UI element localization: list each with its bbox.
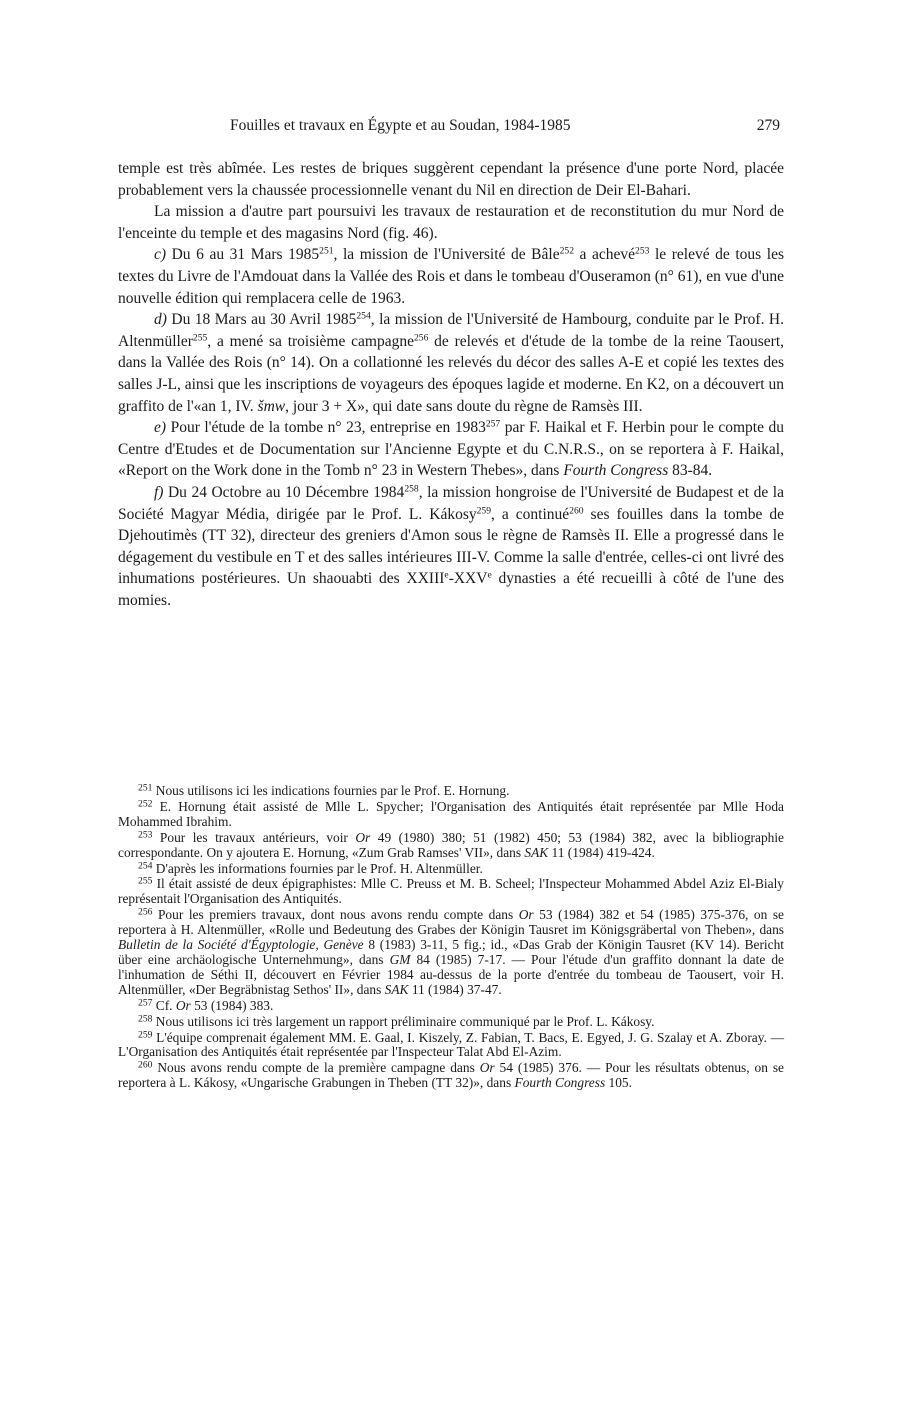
item-letter: e)	[154, 419, 167, 437]
page-number: 279	[756, 117, 780, 134]
item-letter: d)	[154, 311, 167, 329]
footnote-number: 254	[138, 860, 153, 872]
footnote-253: $^{253}$ Pour les travaux antérieurs, voir Or 49 (1980) 380; 51 (1982) 450; 53 (1984) 382, avec la bibliographie correspondante. On y ajoutera E. Hornung, «Zum Grab Ramses' VII», dans SAK 11 (1984) 419-424.	[118, 829, 785, 860]
running-title: Fouilles et travaux en Égypte et au Soudan, 1984-1985	[230, 117, 571, 134]
footnote-258: $^{258}$ Nous utilisons ici très largement un rapport préliminaire communiqué par le Prof. L. Kákosy.	[138, 1013, 655, 1029]
paragraph-2: La mission a d'autre part poursuivi les travaux de restauration et de reconstitution du mur Nord de l'enceinte du temple et des magasins Nord (fig. 46).	[118, 203, 784, 242]
footnote-ref[interactable]: 259	[476, 505, 492, 517]
paragraph-c: c) Du 6 au 31 Mars 1985$^{251}$, la mission de l'Université de Bâle$^{252}$ a achevé$^{253}$ le relevé de tous les textes du Livre de l'Amdouat dans la Vallée des Rois et dans le tombeau d'Ouseramon (n° 61), en vue d'une nouvelle édition qui remplacera celle de 1963.	[118, 246, 785, 307]
footnote-256: $^{256}$ Pour les premiers travaux, dont nous avons rendu compte dans Or 53 (1984) 382 et 54 (1985) 375-376, on se reportera à H. Altenmüller, «Rolle und Bedeutung des Grabes der Königin Tausret im Königsgräbertal von Theben», dans Bulletin de la Société d'Égyptologie, Genève 8 (1983) 3-11, 5 fig.; id., «Das Grab der Königin Tausret (KV 14). Bericht über eine archäologische Unternehmung», dans GM 84 (1985) 7-17. — Pour l'étude d'un graffito donnant la date de l'inhumation de Séthi II, découvert en Février 1984 au-dessus de la porte d'entrée du tombeau de Taousert, voir H. Altenmüller, «Der Begräbnistag Sethos' II», dans SAK 11 (1984) 37-47.	[118, 906, 784, 997]
paragraph-1: temple est très abîmée. Les restes de briques suggèrent cependant la présence d'une porte Nord, placée probablement vers la chaussée processionnelle venant du Nil en direction de Deir El-Bahari.	[118, 160, 784, 199]
footnote-ref[interactable]: 257	[485, 418, 501, 430]
footnote-ref[interactable]: 254	[356, 310, 371, 322]
footnote-255: $^{255}$ Il était assisté de deux épigraphistes: Mlle C. Preuss et M. B. Scheel; l'Inspecteur Mohammed Abdel Aziz El-Bialy représentait l'Organisation des Antiquités.	[118, 876, 784, 907]
footnote-number: 252	[138, 798, 153, 810]
footnote-ref[interactable]: 256	[414, 332, 429, 344]
footnote-ref[interactable]: 255	[192, 332, 208, 344]
footnote-number: 258	[138, 1013, 153, 1025]
footnote-ref[interactable]: 252	[559, 246, 574, 258]
paragraph-e: e) Pour l'étude de la tombe n° 23, entreprise en 1983$^{257}$ par F. Haikal et F. Herbin pour le compte du Centre d'Etudes et de Documentation sur l'Ancienne Egypte et du C.N.R.S., on se reportera à F. Haikal, «Report on the Work done in the Tomb n° 23 in Western Thebes», dans Fourth Congress 83-84.	[118, 418, 784, 480]
paragraph-d: d) Du 18 Mars au 30 Avril 1985$^{254}$, la mission de l'Université de Hambourg, conduite par le Prof. H. Altenmüller$^{255}$, a mené sa troisième campagne$^{256}$ de relevés et d'étude de la tombe de la reine Taousert, dans la Vallée des Rois (n° 14). On a collationné les relevés du décor des salles A-E et copié les textes des salles J-L, ainsi que les inscriptions de voyageurs des époques lagide et moderne. En K2, on a découvert un graffito de l'«an 1, IV. šmw, jour 3 + X», qui date sans doute du règne de Ramsès III.	[118, 310, 784, 415]
footnote-ref[interactable]: 260	[569, 505, 584, 517]
footnote-ref[interactable]: 251	[319, 246, 334, 258]
paragraph-f: f) Du 24 Octobre au 10 Décembre 1984$^{258}$, la mission hongroise de l'Université de Budapest et de la Société Magyar Média, dirigée par le Prof. L. Kákosy$^{259}$, a continué$^{260}$ ses fouilles dans la tombe de Djehoutimès (TT 32), directeur des greniers d'Amon sous le règne de Ramsès II. Elle a progressé dans le dégagement du vestibule en T et des salles intérieures III-V. Comme la salle d'entrée, celles-ci ont livré des inhumations postérieures. Un shaouabti des XXIIIe-XXVe dynasties a été recueilli à côté de l'une des momies.	[118, 483, 784, 609]
footnote-number: 257	[138, 997, 153, 1009]
footnote-260: $^{260}$ Nous avons rendu compte de la première campagne dans Or 54 (1985) 376. — Pour les résultats obtenus, on se reportera à L. Kákosy, «Ungarische Grabungen in Theben (TT 32)», dans Fourth Congress 105.	[118, 1059, 784, 1091]
footnote-number: 251	[138, 782, 153, 794]
item-letter: f)	[154, 483, 164, 501]
footnote-ref[interactable]: 253	[635, 246, 650, 258]
running-header	[118, 117, 784, 141]
footnote-257: $^{257}$ Cf. Or 53 (1984) 383.	[138, 997, 274, 1013]
footnote-number: 256	[138, 906, 153, 918]
footnote-254: $^{254}$ D'après les informations fournies par le Prof. H. Altenmüller.	[138, 860, 483, 876]
footnote-259: $^{259}$ L'équipe comprenait également MM. E. Gaal, I. Kiszely, Z. Fabian, T. Bacs, E. Egyed, J. G. Szalay et A. Zboray. — L'Organisation des Antiquités était représentée par l'Inspecteur Talat Abd El-Azim.	[118, 1029, 784, 1060]
footnote-number: 260	[138, 1059, 153, 1071]
footnote-251: $^{251}$ Nous utilisons ici les indications fournies par le Prof. E. Hornung.	[138, 782, 510, 798]
footnote-ref[interactable]: 258	[404, 483, 419, 495]
footnote-252: $^{252}$ E. Hornung était assisté de Mlle L. Spycher; l'Organisation des Antiquités était représentée par Mlle Hoda Mohammed Ibrahim.	[118, 798, 784, 829]
main-text	[118, 158, 784, 611]
item-letter: c)	[154, 246, 167, 264]
footnote-number: 255	[138, 876, 153, 888]
footnote-number: 259	[138, 1029, 153, 1041]
footnote-number: 253	[138, 829, 153, 841]
footnotes	[118, 784, 784, 1091]
